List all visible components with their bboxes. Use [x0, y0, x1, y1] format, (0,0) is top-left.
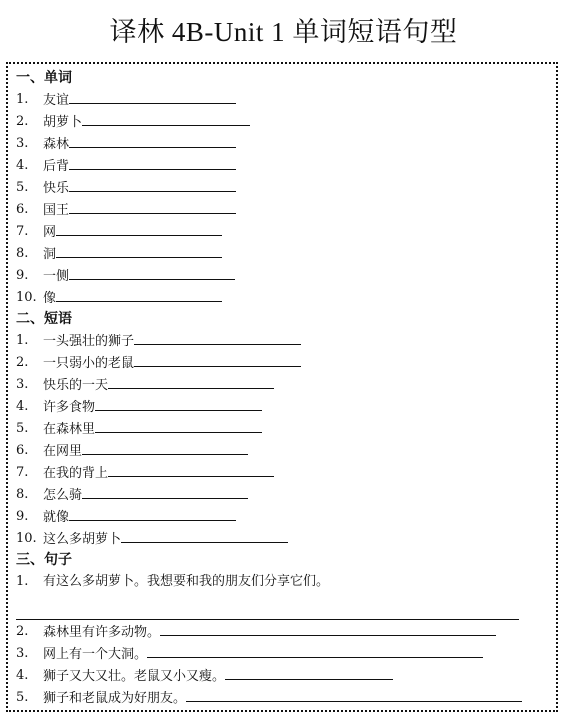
- item-number: 5.: [16, 421, 29, 436]
- item-number: 4.: [16, 668, 29, 683]
- section-heading-phrases: 二、短语: [16, 311, 72, 327]
- answer-blank[interactable]: [134, 330, 301, 345]
- answer-blank[interactable]: [69, 177, 236, 192]
- phrase-item: [16, 374, 546, 396]
- answer-blank[interactable]: [69, 506, 236, 521]
- answer-blank[interactable]: [69, 89, 236, 104]
- word-item: [16, 199, 546, 221]
- item-number: 6.: [16, 443, 29, 458]
- item-text: 有这么多胡萝卜。我想要和我的朋友们分享它们。: [43, 574, 330, 589]
- answer-blank[interactable]: [56, 287, 222, 302]
- answer-blank[interactable]: [69, 265, 235, 280]
- word-item: [16, 287, 546, 309]
- word-item: [16, 177, 546, 199]
- answer-blank[interactable]: [186, 687, 522, 702]
- word-item: [16, 221, 546, 243]
- item-text: 森林: [43, 137, 70, 152]
- item-text: 网上有一个大洞。: [43, 647, 148, 662]
- word-item: [16, 133, 546, 155]
- item-text: 后背: [43, 159, 70, 174]
- item-number: 2.: [16, 624, 29, 639]
- item-text: 狮子又大又壮。老鼠又小又瘦。: [43, 669, 226, 684]
- answer-blank[interactable]: [108, 462, 274, 477]
- item-number: 1.: [16, 574, 29, 589]
- answer-blank[interactable]: [82, 111, 250, 126]
- answer-blank[interactable]: [225, 665, 393, 680]
- item-text: 在网里: [43, 444, 83, 459]
- word-item: [16, 265, 546, 287]
- item-number: 3.: [16, 136, 29, 151]
- item-text: 在森林里: [43, 422, 96, 437]
- item-text: 怎么骑: [43, 488, 83, 503]
- item-number: 2.: [16, 355, 29, 370]
- phrase-item: [16, 396, 546, 418]
- item-number: 4.: [16, 158, 29, 173]
- answer-blank[interactable]: [108, 374, 274, 389]
- answer-blank[interactable]: [134, 352, 301, 367]
- item-text: 洞: [43, 247, 57, 262]
- answer-blank[interactable]: [56, 243, 222, 258]
- section-heading-sentences: 三、句子: [16, 552, 72, 568]
- phrase-item: [16, 484, 546, 506]
- answer-blank[interactable]: [95, 418, 262, 433]
- item-number: 10.: [16, 531, 37, 546]
- item-number: 10.: [16, 290, 37, 305]
- answer-blank[interactable]: [121, 528, 288, 543]
- item-text: 这么多胡萝卜: [43, 532, 122, 547]
- item-text: 友谊: [43, 93, 70, 108]
- answer-blank[interactable]: [69, 199, 236, 214]
- sentence-item: [16, 643, 546, 665]
- answer-blank[interactable]: [69, 155, 236, 170]
- phrase-item: [16, 418, 546, 440]
- item-number: 3.: [16, 377, 29, 392]
- item-text: 国王: [43, 203, 70, 218]
- answer-blank[interactable]: [16, 605, 519, 620]
- answer-blank[interactable]: [82, 440, 248, 455]
- item-number: 8.: [16, 246, 29, 261]
- item-number: 7.: [16, 465, 29, 480]
- item-text: 网: [43, 225, 57, 240]
- item-number: 7.: [16, 224, 29, 239]
- item-number: 5.: [16, 690, 29, 705]
- item-text: 快乐: [43, 181, 70, 196]
- item-number: 3.: [16, 646, 29, 661]
- item-text: 森林里有许多动物。: [43, 625, 161, 640]
- item-text: 就像: [43, 510, 70, 525]
- answer-blank[interactable]: [160, 621, 496, 636]
- item-text: 许多食物: [43, 400, 96, 415]
- item-number: 9.: [16, 268, 29, 283]
- item-number: 4.: [16, 399, 29, 414]
- answer-blank[interactable]: [95, 396, 262, 411]
- sentence-answer-row: [16, 593, 546, 621]
- item-number: 8.: [16, 487, 29, 502]
- item-number: 9.: [16, 509, 29, 524]
- word-item: [16, 155, 546, 177]
- item-text: 一只弱小的老鼠: [43, 356, 135, 371]
- item-number: 2.: [16, 114, 29, 129]
- answer-blank[interactable]: [69, 133, 236, 148]
- phrase-item: [16, 506, 546, 528]
- answer-blank[interactable]: [82, 484, 248, 499]
- item-number: 5.: [16, 180, 29, 195]
- worksheet-content: [16, 68, 546, 709]
- phrase-item: [16, 330, 546, 352]
- section-heading-words: 一、单词: [16, 70, 72, 86]
- phrase-item: [16, 440, 546, 462]
- sentence-item: [16, 571, 546, 593]
- item-number: 1.: [16, 92, 29, 107]
- item-text: 一侧: [43, 269, 70, 284]
- phrase-item: [16, 352, 546, 374]
- item-number: 6.: [16, 202, 29, 217]
- item-text: 一头强壮的狮子: [43, 334, 135, 349]
- item-text: 像: [43, 291, 57, 306]
- sentence-item: [16, 687, 546, 709]
- word-item: [16, 89, 546, 111]
- phrase-item: [16, 528, 546, 550]
- worksheet-title: 译林 4B-Unit 1 单词短语句型: [109, 17, 458, 47]
- item-number: 1.: [16, 333, 29, 348]
- item-text: 在我的背上: [43, 466, 109, 481]
- sentence-item: [16, 665, 546, 687]
- item-text: 胡萝卜: [43, 115, 83, 130]
- answer-blank[interactable]: [56, 221, 222, 236]
- word-item: [16, 111, 546, 133]
- item-text: 快乐的一天: [43, 378, 109, 393]
- word-item: [16, 243, 546, 265]
- answer-blank[interactable]: [147, 643, 483, 658]
- phrase-item: [16, 462, 546, 484]
- item-text: 狮子和老鼠成为好朋友。: [43, 691, 187, 706]
- sentence-item: [16, 621, 546, 643]
